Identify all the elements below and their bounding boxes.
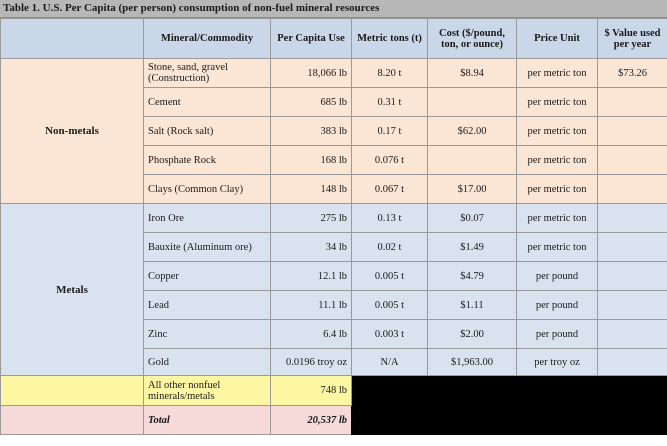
cell-price-unit: per pound — [517, 291, 598, 320]
cell-price-unit: per metric ton — [517, 59, 598, 88]
cell-per-capita: 11.1 lb — [271, 291, 352, 320]
cell-price-unit: per metric ton — [517, 117, 598, 146]
cell-commodity: Cement — [144, 88, 271, 117]
cell-per-capita: 6.4 lb — [271, 320, 352, 349]
cell-cost: $2.00 — [428, 320, 517, 349]
cell-metric-tons: 0.067 t — [352, 175, 428, 204]
header-per-capita: Per Capita Use — [271, 19, 352, 59]
table-row — [1, 204, 667, 233]
cell-value — [598, 233, 667, 262]
cell-per-capita: 168 lb — [271, 146, 352, 175]
cell-cost — [428, 88, 517, 117]
cell-metric-tons: 0.31 t — [352, 88, 428, 117]
cell-metric-tons: 0.005 t — [352, 291, 428, 320]
group-label-nonmetals: Non-metals — [1, 59, 144, 204]
cell-value — [598, 117, 667, 146]
cell-price-unit: per troy oz — [517, 349, 598, 376]
cell-metric-tons: N/A — [352, 349, 428, 376]
cell-metric-tons: 8.20 t — [352, 59, 428, 88]
cell-metric-tons: 0.02 t — [352, 233, 428, 262]
header-group-blank — [1, 19, 144, 59]
cell-commodity: Zinc — [144, 320, 271, 349]
header-metric-tons: Metric tons (t) — [352, 19, 428, 59]
cell-commodity: Copper — [144, 262, 271, 291]
cell-value — [598, 291, 667, 320]
cell-price-unit: per metric ton — [517, 233, 598, 262]
cell-cost: $8.94 — [428, 59, 517, 88]
cell-blank-total — [1, 406, 144, 435]
cell-metric-tons: 0.003 t — [352, 320, 428, 349]
cell-cost: $62.00 — [428, 117, 517, 146]
cell-per-capita: 275 lb — [271, 204, 352, 233]
cell-per-capita: 0.0196 troy oz — [271, 349, 352, 376]
cell-cost — [428, 146, 517, 175]
cell-commodity-other: All other nonfuel minerals/metals — [144, 376, 271, 406]
cell-cost: $1,963.00 — [428, 349, 517, 376]
cell-metric-tons: 0.17 t — [352, 117, 428, 146]
cell-commodity: Lead — [144, 291, 271, 320]
cell-value — [598, 320, 667, 349]
cell-price-unit: per metric ton — [517, 175, 598, 204]
cell-value: $73.26 — [598, 59, 667, 88]
cell-total-per-capita: 20,537 lb — [271, 406, 352, 435]
consumption-table — [0, 18, 667, 435]
cell-value — [598, 88, 667, 117]
cell-total-label: Total — [144, 406, 271, 435]
header-row — [1, 19, 667, 59]
cell-cost: $4.79 — [428, 262, 517, 291]
group-label-metals: Metals — [1, 204, 144, 376]
cell-blank-other — [1, 376, 144, 406]
header-value: $ Value used per year — [598, 19, 667, 59]
cell-value — [598, 204, 667, 233]
cell-cost: $17.00 — [428, 175, 517, 204]
table-caption: Table 1. U.S. Per Capita (per person) consumption of non-fuel mineral resources — [0, 0, 667, 18]
cell-metric-tons: 0.13 t — [352, 204, 428, 233]
cell-commodity: Salt (Rock salt) — [144, 117, 271, 146]
cell-per-capita: 148 lb — [271, 175, 352, 204]
table-row — [1, 59, 667, 88]
cell-metric-tons: 0.076 t — [352, 146, 428, 175]
cell-per-capita: 12.1 lb — [271, 262, 352, 291]
cell-metric-tons: 0.005 t — [352, 262, 428, 291]
cell-commodity: Gold — [144, 349, 271, 376]
table-row-other — [1, 376, 667, 406]
cell-price-unit: per metric ton — [517, 146, 598, 175]
cell-price-unit: per pound — [517, 320, 598, 349]
black-fill-block — [352, 376, 667, 435]
cell-per-capita: 383 lb — [271, 117, 352, 146]
cell-cost: $1.49 — [428, 233, 517, 262]
cell-per-capita-other: 748 lb — [271, 376, 352, 406]
cell-commodity: Bauxite (Aluminum ore) — [144, 233, 271, 262]
cell-per-capita: 685 lb — [271, 88, 352, 117]
cell-price-unit: per metric ton — [517, 204, 598, 233]
cell-commodity: Clays (Common Clay) — [144, 175, 271, 204]
cell-value — [598, 146, 667, 175]
cell-cost: $1.11 — [428, 291, 517, 320]
cell-commodity: Phosphate Rock — [144, 146, 271, 175]
header-cost: Cost ($/pound, ton, or ounce) — [428, 19, 517, 59]
cell-commodity: Iron Ore — [144, 204, 271, 233]
header-price-unit: Price Unit — [517, 19, 598, 59]
cell-per-capita: 34 lb — [271, 233, 352, 262]
cell-cost: $0.07 — [428, 204, 517, 233]
cell-commodity: Stone, sand, gravel (Construction) — [144, 59, 271, 88]
cell-price-unit: per metric ton — [517, 88, 598, 117]
cell-value — [598, 262, 667, 291]
cell-per-capita: 18,066 lb — [271, 59, 352, 88]
cell-price-unit: per pound — [517, 262, 598, 291]
cell-value — [598, 175, 667, 204]
cell-value — [598, 349, 667, 376]
header-commodity: Mineral/Commodity — [144, 19, 271, 59]
